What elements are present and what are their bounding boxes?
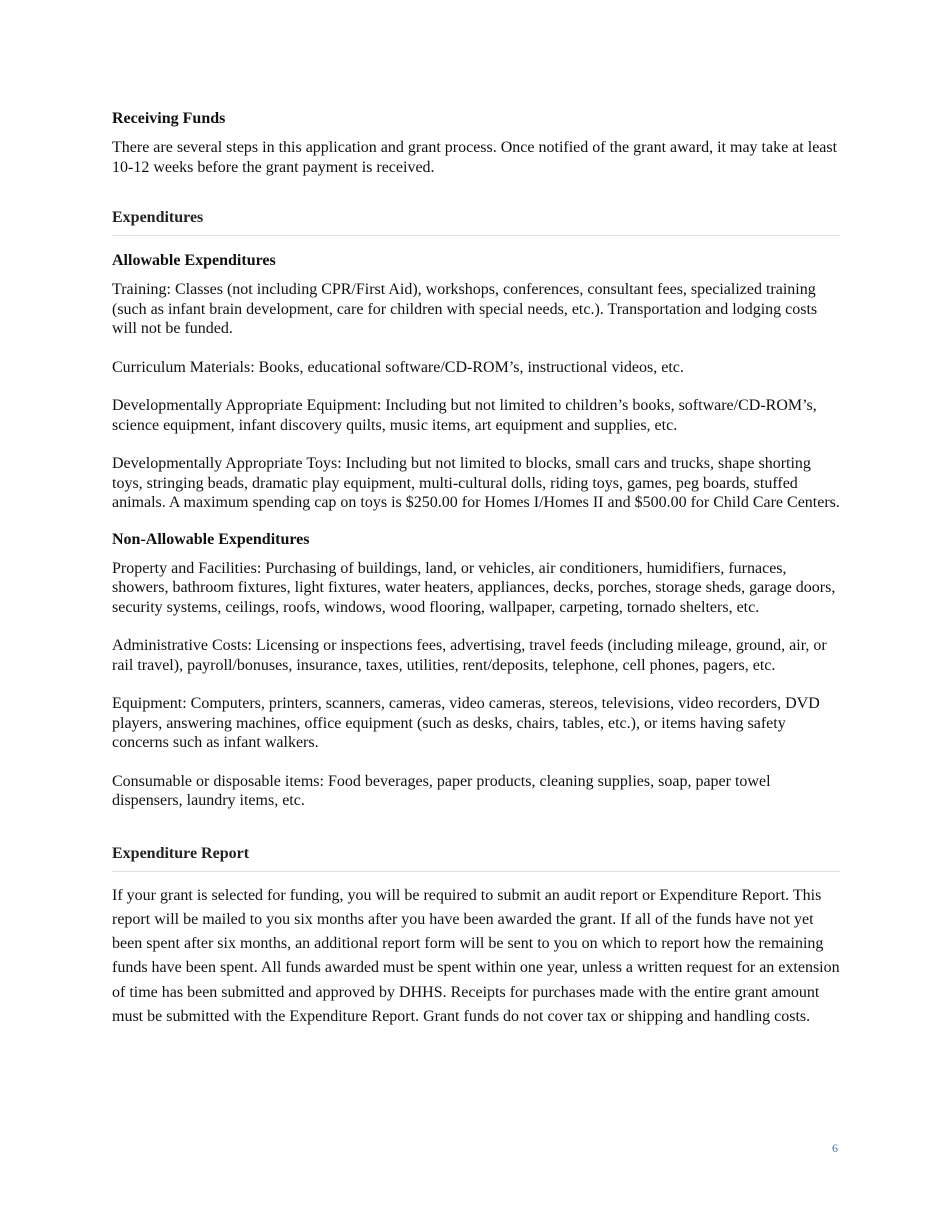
- allowable-expenditures-heading: Allowable Expenditures: [112, 252, 276, 269]
- non-allowable-item-consumables: Consumable or disposable items: Food beverages, paper products, cleaning supplies, soap, paper towel dispensers, laundry items, etc.: [112, 772, 771, 809]
- allowable-item-training: Training: Classes (not including CPR/First Aid), workshops, conferences, consultant fees, specialized training (such as infant brain development, care for children with special needs, etc.). Transportation and lodging costs will not be funded.: [112, 281, 818, 337]
- allowable-item-toys: Developmentally Appropriate Toys: Including but not limited to blocks, small cars and trucks, shape shorting toys, stringing beads, dramatic play equipment, multi-cultural dolls, riding toys, games, peg boards, stuffed animals. A maximum spending cap on toys is $250.00 for Homes I/Homes II and $500.00 for Child Care Centers.: [112, 455, 840, 511]
- non-allowable-expenditures-heading: Non-Allowable Expenditures: [112, 530, 310, 548]
- non-allowable-item-administrative: Administrative Costs: Licensing or inspections fees, advertising, travel feeds (including mileage, ground, air, or rail travel), payroll/bonuses, insurance, taxes, utilities, rent/deposits, telephone, cell phones, pagers, etc.: [112, 637, 827, 674]
- allowable-item-equipment: Developmentally Appropriate Equipment: Including but not limited to children’s books, software/CD-ROM’s, science equipment, infant discovery quilts, music items, art equipment and supplies, etc.: [112, 397, 817, 434]
- allowable-item-curriculum: Curriculum Materials: Books, educational software/CD-ROM’s, instructional videos, etc.: [112, 358, 684, 376]
- expenditure-report-heading: Expenditure Report: [112, 843, 840, 872]
- expenditure-report-text: If your grant is selected for funding, you will be required to submit an audit report or Expenditure Report. This report will be mailed to you six months after you have been awarded the grant. If all of the funds have not yet been spent after six months, an additional report form will be sent to you on which to report how the remaining funds have been spent. All funds awarded must be spent within one year, unless a written request for an extension of time has been submitted and approved by DHHS. Receipts for purchases made with the entire grant amount must be submitted with the Expenditure Report. Grant funds do not cover tax or shipping and handling costs.: [112, 886, 840, 1025]
- page-number: 6: [832, 1141, 838, 1155]
- receiving-funds-heading: Receiving Funds: [112, 110, 226, 127]
- expenditures-heading: Expenditures: [112, 207, 840, 236]
- non-allowable-item-equipment: Equipment: Computers, printers, scanners, cameras, video cameras, stereos, televisions, video recorders, DVD players, answering machines, office equipment (such as desks, chairs, tables, etc.), or items having safety concerns such as infant walkers.: [112, 695, 820, 751]
- non-allowable-item-property: Property and Facilities: Purchasing of buildings, land, or vehicles, air conditioners, humidifiers, furnaces, showers, bathroom fixtures, light fixtures, water heaters, appliances, decks, porches, storage sheds, garage doors, security systems, ceilings, roofs, windows, wood flooring, wallpaper, carpeting, tornado shelters, etc.: [112, 559, 836, 616]
- document-page: [112, 108, 840, 1029]
- receiving-funds-text: There are several steps in this application and grant process. Once notified of the grant award, it may take at least 10-12 weeks before the grant payment is received.: [112, 139, 838, 176]
